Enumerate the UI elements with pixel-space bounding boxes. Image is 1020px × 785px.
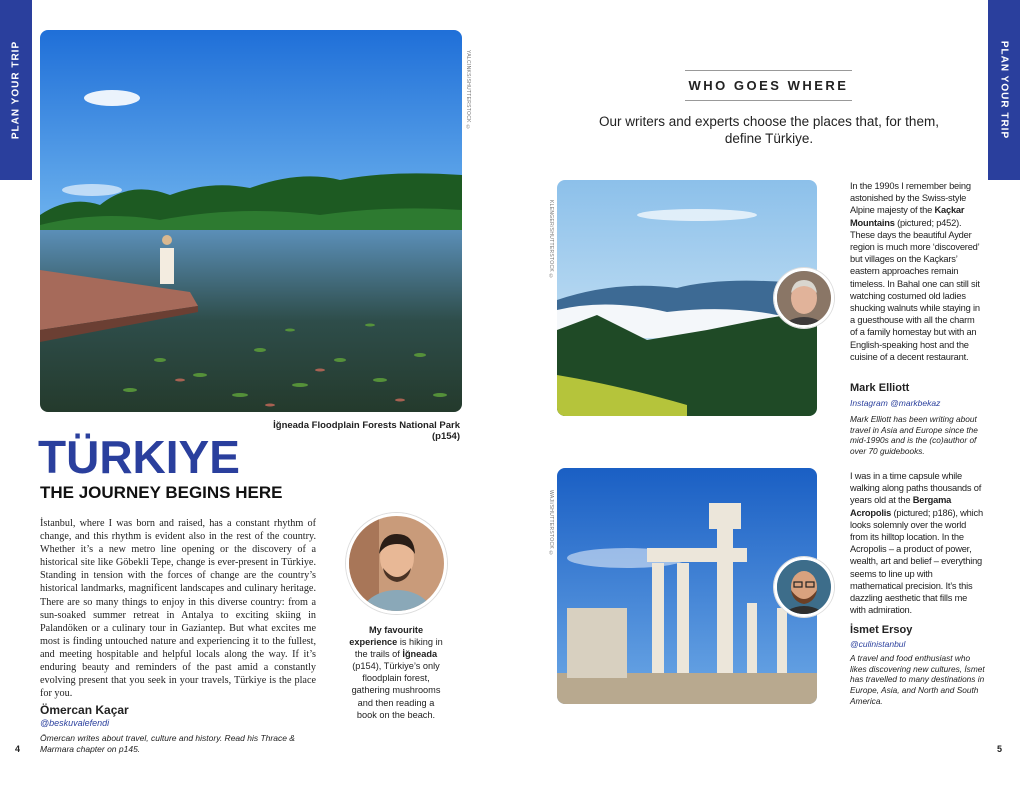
author-bio: Ömercan writes about travel, culture and history. Read his Thrace & Marmara chapter on p145.	[40, 733, 295, 754]
right-section-tab	[988, 0, 1020, 180]
author-name: Ömercan Kaçar	[40, 703, 129, 717]
author-avatar	[346, 513, 447, 614]
right-tab-label: PLAN YOUR TRIP	[998, 40, 1010, 140]
author-handle[interactable]: @beskuvalefendi	[40, 718, 110, 728]
main-photo-credit: YALCINKS/SHUTTERSTOCK ©	[465, 50, 471, 131]
favourite-text-a: is hiking in the trails of	[354, 637, 443, 660]
left-tab-label: PLAN YOUR TRIP	[10, 40, 22, 140]
page-number-right: 5	[997, 744, 1003, 754]
floodplain-lake-photo	[40, 30, 462, 412]
page-title: TÜRKIYE	[38, 431, 240, 483]
intro-paragraph: İstanbul, where I was born and raised, has a constant rhythm of change, and this rhythm is evident also in the rest of the country. Whether it’s a new metro line opening or the discovery of a historical site like Göbekli Tepe, change is ever-present in Türkiye. Standing in tension with the forces of change are the country’s historical landmarks, magnificent landscapes and culinary heritage. There are so many things to enjoy in this diverse country: from a sun-soaked summer retreat in Antalya to exciting skiing in Palandöken or a culinary tour in Gaziantep. But what excites me most is finding untouched nature and experiencing it to the fullest, and meeting hospitable and helpful locals along the way. If it’s enduring beauty and reminders of the past amid a constantly evolving present that you seek in your travels, Türkiye is the place for you.	[40, 518, 316, 700]
page-subtitle: THE JOURNEY BEGINS HERE	[40, 483, 283, 502]
favourite-place: İğneada	[402, 649, 438, 660]
writer1-text	[850, 180, 983, 363]
writer1-text-b: (pictured; p452). These days the beautiful Ayder region is much more ‘discovered’ but villages on the Kaçkars’ eastern approaches remain timeless. In Bahal one can still sit watching costumed old ladies shucking walnuts while staying in a guesthouse with all the charm of a family homestay but with an English-speaking host and the cuisine of a decent restaurant.	[850, 217, 980, 362]
section-intro: Our writers and experts choose the places that, for them, define Türkiye.	[599, 114, 939, 146]
writer2-handle[interactable]: @culinistanbul	[850, 639, 906, 649]
left-section-tab	[0, 0, 32, 180]
heading-rule-bottom	[685, 100, 852, 101]
writer1-handle[interactable]: Instagram @markbekaz	[850, 398, 941, 408]
heading-rule-top	[685, 70, 852, 71]
writer2-photo-credit: WAJI/SHUTTERSTOCK ©	[548, 490, 554, 557]
writer2-name: İsmet Ersoy	[850, 624, 913, 636]
writer1-text-a: In the 1990s I remember being astonished by the Swiss-style Alpine majesty of the	[850, 181, 971, 216]
favourite-label: My favourite experience	[349, 625, 424, 648]
writer1-place: Kaçkar Mountains	[850, 205, 965, 228]
favourite-experience	[348, 624, 444, 721]
main-photo-caption: İğneada Floodplain Forests National Park (p154)	[273, 420, 460, 442]
page-number-left: 4	[15, 744, 21, 754]
mark-elliott-avatar	[774, 268, 834, 328]
writer2-place: Bergama Acropolis	[850, 495, 952, 518]
floodplain-lake-illustration	[40, 30, 462, 412]
writer1-photo-credit: KLENGER/SHUTTERSTOCK ©	[548, 200, 554, 281]
writer2-text-a: I was in a time capsule while walking along paths thousands of years old at the	[850, 471, 982, 506]
writer2-text-b: (pictured; p186), which looks solemnly over the world from its hilltop location. In the Acropolis – a product of power, wealth, art and belief – everything seems to line up with mathematical precision. It’s this dazzling aesthetic that fills me with admiration.	[850, 507, 983, 616]
writer2-text	[850, 470, 983, 616]
ismet-ersoy-avatar	[774, 557, 834, 617]
writer2-bio: A travel and food enthusiast who likes discovering new cultures, İsmet has travelled to many destinations in Europe, Asia, and North and South America.	[850, 653, 985, 706]
writer1-bio: Mark Elliott has been writing about travel in Asia and Europe since the mid-1990s and is the (co)author of over 70 guidebooks.	[850, 414, 978, 457]
favourite-text-b: (p154), Türkiye’s only floodplain forest, gathering mushrooms and then reading a book on the beach.	[351, 661, 441, 720]
section-heading: WHO GOES WHERE	[688, 78, 849, 93]
writer1-name: Mark Elliott	[850, 382, 910, 394]
